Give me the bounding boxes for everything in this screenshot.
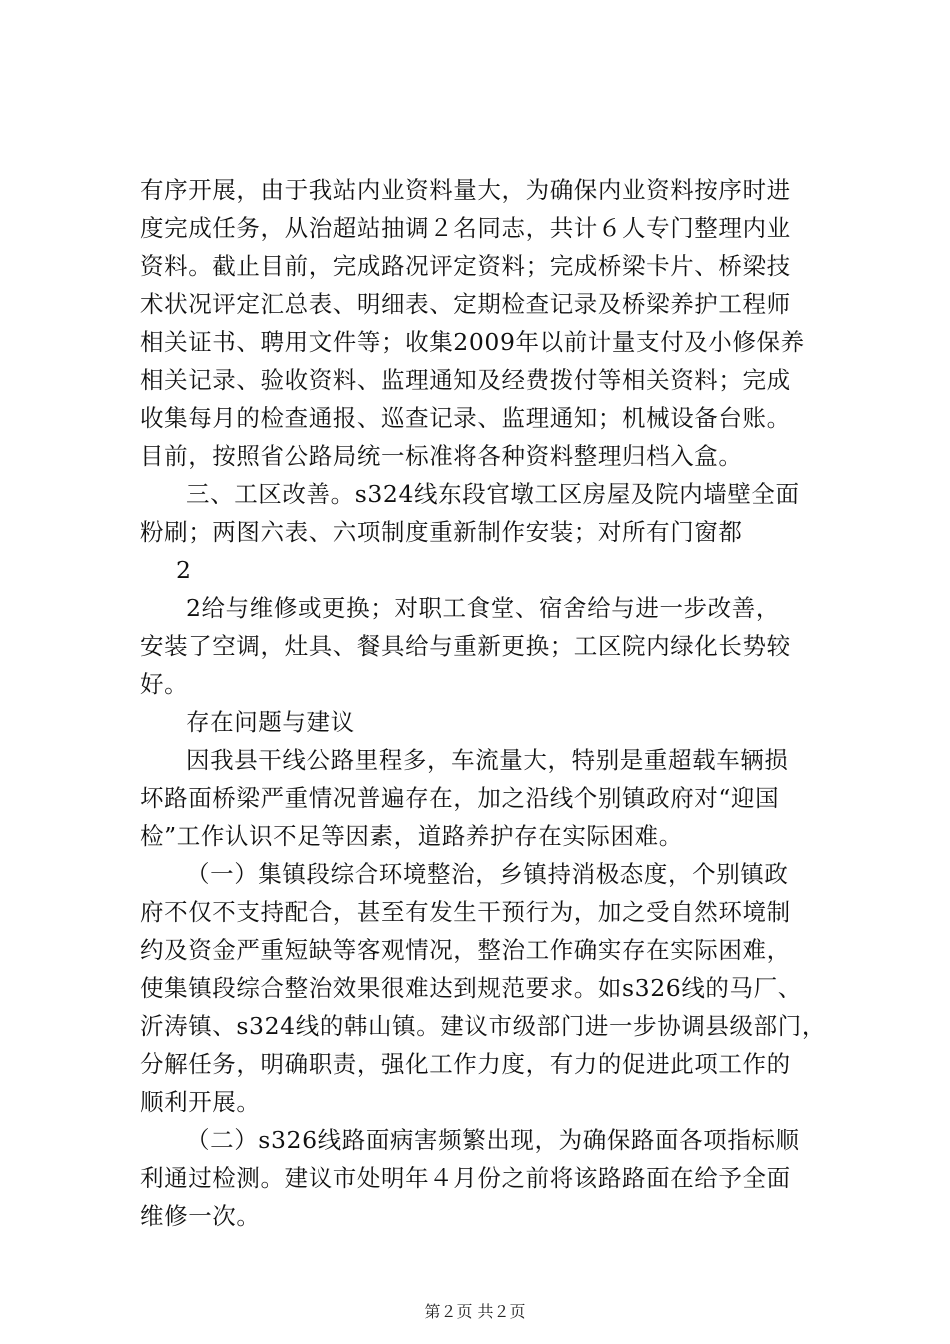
text-line: 有序开展，由于我站内业资料量大，为确保内业资料按序时进 bbox=[140, 176, 791, 204]
text-line: 使集镇段综合整治效果很难达到规范要求。如s326线的马厂、 bbox=[140, 974, 802, 1002]
text-line: （一）集镇段综合环境整治，乡镇持消极态度，个别镇政 bbox=[186, 860, 789, 888]
inline-page-number: 2 bbox=[176, 556, 191, 584]
text-line: 收集每月的检查通报、巡查记录、监理通知；机械设备台账。 bbox=[140, 404, 791, 432]
text-line: 顺利开展。 bbox=[140, 1088, 261, 1116]
text-line: 相关记录、验收资料、监理通知及经费拨付等相关资料；完成 bbox=[140, 366, 791, 394]
section-heading: 存在问题与建议 bbox=[186, 708, 355, 736]
page-footer: 第２页 共２页 bbox=[424, 1302, 526, 1321]
text-line: 2给与维修或更换；对职工食堂、宿舍给与进一步改善， bbox=[186, 594, 780, 622]
text-line: 粉刷；两图六表、六项制度重新制作安装；对所有门窗都 bbox=[140, 518, 743, 546]
text-line: 好。 bbox=[140, 670, 189, 698]
text-line: 安装了空调，灶具、餐具给与重新更换；工区院内绿化长势较 bbox=[140, 632, 791, 660]
text-line: 资料。截止目前，完成路况评定资料；完成桥梁卡片、桥梁技 bbox=[140, 252, 791, 280]
text-line: 因我县干线公路里程多，车流量大，特别是重超载车辆损 bbox=[186, 746, 789, 774]
text-line: 维修一次。 bbox=[140, 1202, 261, 1230]
text-line: 沂涛镇、s324线的韩山镇。建议市级部门进一步协调县级部门， bbox=[140, 1012, 826, 1040]
text-line: 坏路面桥梁严重情况普遍存在，加之沿线个别镇政府对“迎国 bbox=[140, 784, 780, 812]
text-line: 目前，按照省公路局统一标准将各种资料整理归档入盒。 bbox=[140, 442, 743, 470]
text-line: 术状况评定汇总表、明细表、定期检查记录及桥梁养护工程师 bbox=[140, 290, 791, 318]
text-line: 约及资金严重短缺等客观情况，整治工作确实存在实际困难， bbox=[140, 936, 791, 964]
text-line: 府不仅不支持配合，甚至有发生干预行为，加之受自然环境制 bbox=[140, 898, 791, 926]
text-line: （二）s326线路面病害频繁出现，为确保路面各项指标顺 bbox=[186, 1126, 800, 1154]
text-line: 利通过检测。建议市处明年４月份之前将该路路面在给予全面 bbox=[140, 1164, 791, 1192]
text-line: 分解任务，明确职责，强化工作力度，有力的促进此项工作的 bbox=[140, 1050, 791, 1078]
text-line: 相关证书、聘用文件等；收集2009年以前计量支付及小修保养 bbox=[140, 328, 805, 356]
text-line: 度完成任务，从治超站抽调２名同志，共计６人专门整理内业 bbox=[140, 214, 791, 242]
text-line: 检”工作认识不足等因素，道路养护存在实际困难。 bbox=[140, 822, 683, 850]
section-heading-line: 三、工区改善。s324线东段官墩工区房屋及院内墙壁全面 bbox=[186, 480, 800, 508]
